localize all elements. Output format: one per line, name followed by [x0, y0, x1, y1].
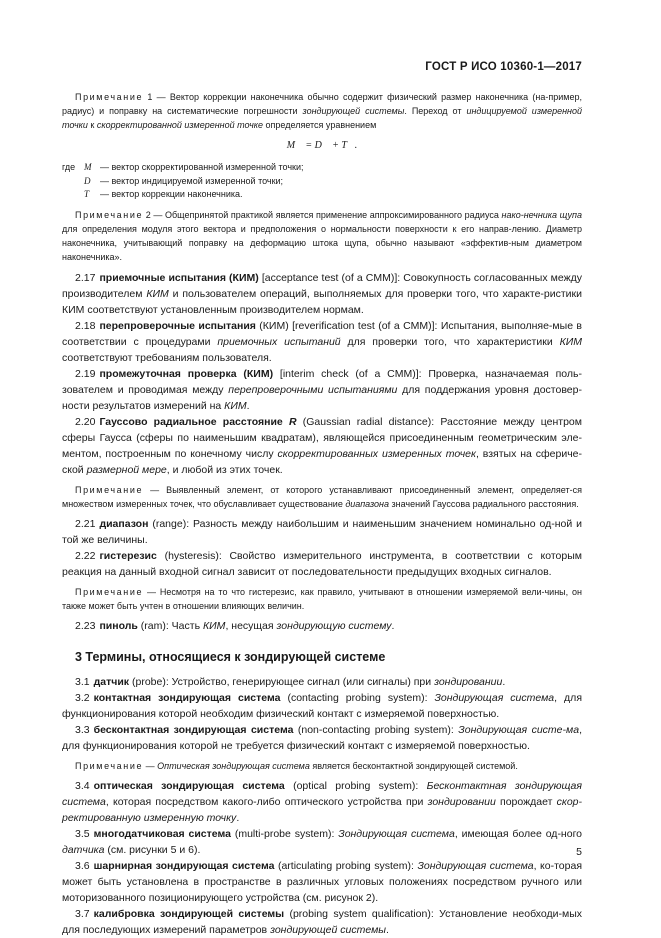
term-3-3: 3.3 бесконтактная зондирующая система (non-contacting probing system): Зондирующая систе-ма, для функционирования которой не требуется физический контакт с измеряемой поверхностью.	[62, 723, 582, 752]
term-2-20: 2.20 Гауссово радиальное расстояние R (Gaussian radial distance): Расстояние между центром сферы Гаусса (сферы по наименьшим квадратам), являющейся присоединенным геометрическим эле-ментом, построенным по конечному числу скорректированных измеренных точек, взятых на сфериче-ской размерной мере, и любой из этих точек.	[62, 415, 582, 476]
term-3-5: 3.5 многодатчиковая система (multi-probe system): Зондирующая система, имеющая более од-ного датчика (см. рисунки 5 и 6).	[62, 827, 583, 856]
term-2-22: 2.22 гистерезис (hysteresis): Свойство измерительного инструмента, в соответствии с которым реакция на данный входной сигнал зависит от последовательности предыдущих входных сигналов.	[62, 549, 582, 578]
term-2-23: 2.23 пиноль (ram): Часть КИМ, несущая зондирующую систему.	[75, 619, 395, 632]
section-3-title: 3 Термины, относящиеся к зондирующей системе	[75, 649, 386, 664]
term-3-4: 3.4 оптическая зондирующая система (optical probing system): Бесконтактная зондирующая система, которая посредством какого-либо оптического устройства при зондировании порождает скор-ректированную измеренную точку.	[62, 779, 582, 824]
term-2-17: 2.17 приемочные испытания (КИМ) [acceptance test (of a CMM)]: Совокупность согласованных между производителем КИМ и пользователем операций, выполняемых для проверки того, что характе-ристики КИМ соответствуют установленным производителем нормам.	[62, 271, 582, 316]
term-3-2: 3.2 контактная зондирующая система (contacting probing system): Зондирующая система, для функционирования которой необходим физический контакт с измеряемой поверхностью.	[62, 691, 582, 720]
note-2-20: Примечание — Выявленный элемент, от которого устанавливают присоединенный элемент, определяет-ся множеством измеренных точек, что обуславливает существование диапазона значений Гауссова радиального расстояния.	[62, 484, 582, 509]
term-3-1: 3.1 датчик (probe): Устройство, генерирующее сигнал (или сигналы) при зондировании.	[75, 675, 506, 688]
symbol-legend: где M⃗ — вектор скорректированной измеренной точки; D⃗ — вектор индицируемой измеренной точки; T⃗ — вектор коррекции наконечника.	[62, 162, 304, 199]
term-2-18: 2.18 перепроверочные испытания (КИМ) [reverification test (of a CMM)]: Испытания, выполняе-мые в соответствии с процедурами приемочных испытаний для проверки того, что характеристики КИМ соответствуют требованиям пользователя.	[62, 319, 583, 364]
term-2-21: 2.21 диапазон (range): Разность между наибольшим и наименьшим значением номинально од-ной и той же величины.	[62, 517, 582, 546]
page-number: 5	[576, 846, 582, 858]
note-3-3: Примечание — Оптическая зондирующая система является бесконтактной зондирующей системой.	[75, 760, 518, 771]
document-body	[62, 90, 582, 938]
standard-code: ГОСТ Р ИСО 10360-1—2017	[425, 61, 582, 73]
equation: M⃗ = D⃗ + T⃗.	[286, 140, 358, 151]
note-1: Примечание 1 — Вектор коррекции наконечника обычно содержит физический размер наконечника (на-пример, радиус) и поправку на систематические погрешности зондирующей системы. Переход от индицируемой измеренной точки к скорректированной измеренной точке определяется уравнением	[62, 92, 582, 130]
term-2-19: 2.19 промежуточная проверка (КИМ) [interim check (of a CMM)]: Проверка, назначаемая поль-зователем и проводимая между перепроверочными испытаниями для поддержания уровня достовер-ности результатов измерений на КИМ.	[62, 367, 582, 412]
note-2-22: Примечание — Несмотря на то что гистерезис, как правило, учитывают в отношении измеряемой вели-чины, он также может быть учтен в отношении влияющих величин.	[62, 586, 582, 611]
term-3-6: 3.6 шарнирная зондирующая система (articulating probing system): Зондирующая система, ко-торая может быть установлена в пространстве в различных угловых положениях посредством ручного или моторизованного позиционирующего устройства (см. рисунок 2).	[62, 859, 583, 904]
note-2: Примечание 2 — Общепринятой практикой является применение аппроксимированного радиуса нако-нечника щупа для определения модуля этого вектора и предположения о нормальности поверхности к его направ-лению. Диаметр наконечника, учитывающий поправку на деформацию штока щупа, обычно называют «эффектив-ным диаметром наконечника».	[62, 209, 582, 262]
term-3-7: 3.7 калибровка зондирующей системы (probing system qualification): Установление необходи-мых для последующих измерений параметров зондирующей системы.	[62, 907, 583, 936]
